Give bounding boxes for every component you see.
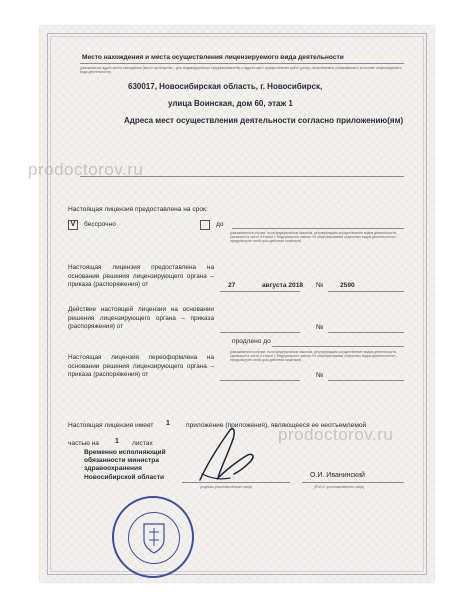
reissued-text: Настоящая лицензия переоформлена на основании решения лицензирующего органа – приказа (распоряжения) от bbox=[68, 354, 214, 379]
granted-number-sign: № bbox=[316, 282, 324, 289]
extended-note: (указывается в случае, если федеральным законом, регулирующим осуществление видов деятельности, указанных в части 4 статьи 1 Федерального закона «О лицензировании отдельных видов деятельности», предусмотрен иной срок действия лицензии) bbox=[230, 350, 397, 362]
appendix-prefix: Настоящая лицензия имеет bbox=[68, 422, 154, 429]
extended-until-line bbox=[272, 346, 404, 347]
name-line bbox=[302, 482, 404, 483]
signatory-title-line-1: Временно исполняющий bbox=[84, 449, 166, 456]
reissued-number-sign: № bbox=[316, 372, 324, 379]
extended-number-line bbox=[328, 332, 404, 333]
official-seal bbox=[112, 496, 194, 578]
sheet-border bbox=[47, 33, 427, 575]
watermark-bottom: prodoctorov.ru bbox=[278, 425, 394, 444]
extended-number-sign: № bbox=[316, 324, 324, 331]
granted-number-line bbox=[328, 291, 404, 292]
unlimited-checkbox: V bbox=[68, 220, 78, 230]
address-line-3: Адреса мест осуществления деятельности согласно приложению(ям) bbox=[124, 116, 404, 125]
extended-date-line bbox=[220, 332, 300, 333]
reissued-number-line bbox=[328, 380, 404, 381]
until-date-line bbox=[232, 228, 404, 229]
license-sheet bbox=[40, 26, 434, 582]
heading-underline bbox=[80, 63, 404, 64]
name-caption: (Ф.И.О. уполномоченного лица) bbox=[314, 485, 364, 489]
unlimited-label: бессрочно bbox=[84, 221, 116, 228]
appendix-sheets-label: листах bbox=[132, 440, 153, 447]
appendix-suffix: приложение (приложения), являющееся ее неотъемлемой bbox=[186, 422, 367, 429]
appendix-sheets: 1 bbox=[115, 438, 119, 445]
until-checkbox bbox=[200, 220, 210, 230]
granted-month-year: августа 2018 bbox=[262, 282, 304, 289]
granted-text: Настоящая лицензия предоставлена на основании решения лицензирующего органа – приказа (распоряжения) от bbox=[68, 264, 214, 289]
extended-text: Действие настоящей лицензии на основании решения лицензирующего органа – приказа (распоряжения) от bbox=[68, 306, 214, 331]
appendix-part-prefix: частью на bbox=[68, 440, 99, 447]
signatory-title-line-3: здравоохранения bbox=[84, 465, 142, 473]
signatory-title-line-2: обязанности министра bbox=[84, 457, 159, 465]
signatory-title-line-4: Новосибирской области bbox=[84, 473, 165, 481]
signature-caption: (подпись уполномоченного лица) bbox=[200, 485, 253, 489]
term-note: (указывается в случае, если федеральным законом, регулирующим осуществление видов деятельности, указанных в части 4 статьи 1 Федерального закона «О лицензировании отдельных видов деятельности», предусмотрен иной срок действия лицензии) bbox=[230, 231, 397, 243]
granted-number: 2590 bbox=[340, 282, 355, 289]
reissued-date-line bbox=[220, 380, 300, 381]
until-label: до bbox=[216, 221, 224, 228]
location-note: (указываются адрес места нахождения (место жительства – для индивидуального предпринимателя) и адреса мест осуществления работ (услуг), выполняемых (оказываемых) в составе лицензируемого вида деятельности) bbox=[80, 66, 402, 74]
signatory-title bbox=[84, 449, 166, 482]
handwritten-signature bbox=[190, 422, 280, 492]
watermark-top: prodoctorov.ru bbox=[28, 160, 144, 179]
location-heading: Место нахождения и места осуществления лицензируемого вида деятельности bbox=[82, 54, 344, 61]
granted-date-line bbox=[220, 291, 300, 292]
term-label: Настоящая лицензия предоставлена на срок: bbox=[68, 206, 208, 213]
appendix-count: 1 bbox=[166, 420, 170, 427]
signatory-name: О.И. Иванинский bbox=[310, 472, 365, 479]
extended-until-label: продлено до bbox=[232, 338, 271, 345]
coat-of-arms-icon bbox=[140, 520, 168, 556]
address-line-1: 630017, Новосибирская область, г. Новосибирск, bbox=[128, 82, 323, 91]
granted-day: 27 bbox=[228, 282, 236, 289]
address-line-2: улица Воинская, дом 60, этаж 1 bbox=[168, 99, 293, 108]
